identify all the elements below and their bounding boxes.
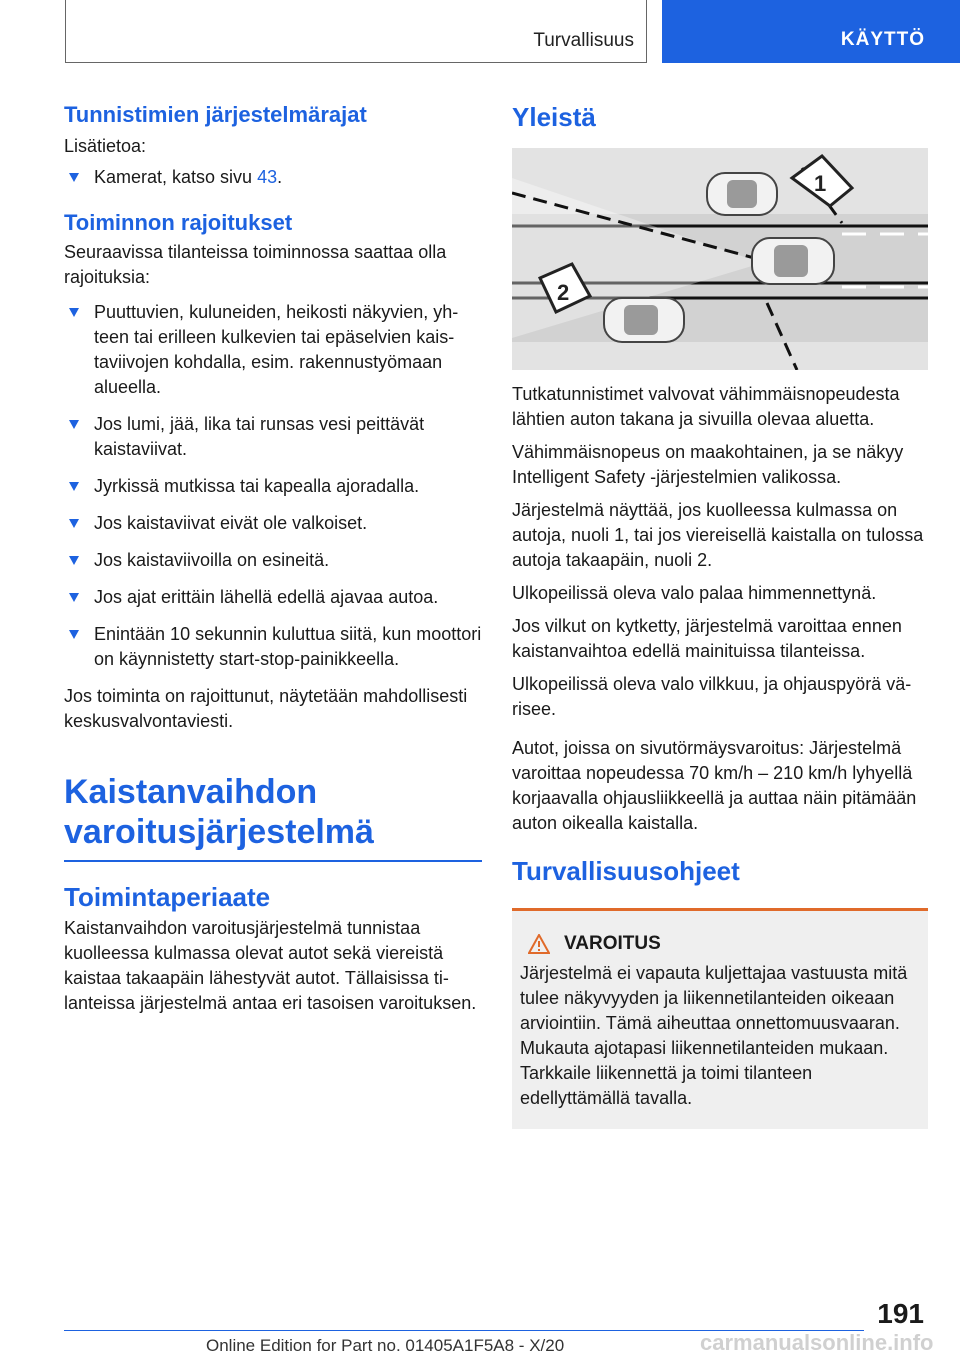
list-item — [64, 585, 482, 610]
list-item — [64, 622, 482, 672]
section-title: Turvallisuus — [533, 30, 634, 51]
general-paragraph: Ulkopeilissä oleva valo palaa himmennettynä. — [512, 583, 877, 603]
general-paragraph: Tutkatunnistimet valvovat vähimmäisnopeudesta lähtien auton takana ja sivuilla olevaa aluetta. — [512, 384, 900, 429]
list-item — [64, 165, 482, 190]
triangle-bullet-icon — [69, 173, 79, 182]
general-heading: Yleistä — [512, 102, 596, 132]
car-icon — [604, 298, 684, 342]
list-item-text: Jos lumi, jää, lika tai runsas vesi peittävät kaistaviivat. — [94, 414, 425, 459]
left-column — [64, 100, 482, 1016]
function-limits-intro: Seuraavissa tilanteissa toiminnossa saattaa olla rajoituksia: — [64, 242, 447, 287]
page-number: 191 — [877, 1298, 924, 1329]
car-icon — [752, 238, 834, 284]
list-item-text: Jos kaistaviivat eivät ole valkoiset. — [94, 513, 368, 533]
principle-heading: Toimintaperiaate — [64, 882, 271, 912]
list-item — [64, 548, 482, 573]
list-item-suffix: . — [277, 167, 283, 187]
function-limits-note: Jos toiminta on rajoittunut, näytetään mahdollisesti keskusvalvontaviesti. — [64, 686, 468, 731]
arrow-1-label: 1 — [814, 171, 827, 196]
list-item-text: Jos kaistaviivoilla on esineitä. — [94, 550, 330, 570]
right-column — [512, 100, 928, 1129]
arrow-2-label: 2 — [557, 280, 570, 305]
road-diagram — [512, 148, 928, 370]
warning-title — [520, 933, 920, 955]
triangle-bullet-icon — [69, 420, 79, 429]
triangle-bullet-icon — [69, 593, 79, 602]
footer-edition: Online Edition for Part no. 01405A1F5A8 - X/20 — [206, 1336, 565, 1355]
triangle-bullet-icon — [69, 630, 79, 639]
list-item-text: Jyrkissä mutkissa tai kapealla ajoradalla. — [94, 476, 420, 496]
watermark: carmanualsonline.info — [700, 1330, 934, 1355]
general-paragraph: Järjestelmä näyttää, jos kuolleessa kulmassa on autoja, nuoli 1, tai jos viereisellä kaistalla on tulossa autoja takaapäin, nuoli 2. — [512, 500, 924, 570]
sensor-limits-list — [64, 165, 482, 190]
general-paragraph: Jos vilkut on kytketty, järjestelmä varoittaa ennen kaistanvaihtoa edellä mainituissa tilanteissa. — [512, 616, 902, 661]
warning-text: Järjestelmä ei vapauta kuljettajaa vastuusta mitä tulee näkyvyyden ja liikennetilanteiden oikeaan arviointiin. Tämä aiheuttaa onnettomuusvaaran. Mukauta ajotapasi liikennetilanteiden mukaan. Tarkkaile liikennettä ja toimi tilanteen edellyttämällä tavalla. — [520, 963, 908, 1108]
triangle-bullet-icon — [69, 519, 79, 528]
header-box — [65, 0, 647, 63]
general-paragraph: Ulkopeilissä oleva valo vilkkuu, ja ohjauspyörä värisee. — [512, 674, 912, 719]
list-item — [64, 412, 482, 462]
sensor-limits-intro: Lisätietoa: — [64, 136, 147, 156]
warning-triangle-icon — [528, 934, 550, 954]
function-limits-heading: Toiminnon rajoitukset — [64, 210, 293, 235]
list-item — [64, 511, 482, 536]
general-paragraphs — [512, 382, 928, 722]
chapter-tab: KÄYTTÖ — [662, 0, 960, 63]
sensor-limits-heading: Tunnistimien järjestelmärajat — [64, 102, 367, 127]
general-extra-paragraph: Autot, joissa on sivutörmäysvaroitus: Järjestelmä varoittaa nopeudessa 70 km/h – 210 km/h lyhyellä korjaavalla ohjausliikkeellä ja auttaa näin pitämään auton oikealla kaistalla. — [512, 738, 917, 833]
function-limits-list — [64, 300, 482, 672]
lane-change-illustration — [512, 148, 928, 370]
list-item-text: Puuttuvien, kuluneiden, heikosti näkyvien, yhteen tai erilleen kulkevien tai epäselvien kaistaviivojen kohdalla, esim. rakennustyömaan alueella. — [94, 302, 459, 397]
general-paragraph: Vähimmäisnopeus on maakohtainen, ja se näkyy Intelligent Safety -järjestelmien valikossa. — [512, 442, 904, 487]
list-item-text: Enintään 10 sekunnin kuluttua siitä, kun moottori on käynnistetty start-stop-painikkeella. — [94, 624, 482, 669]
main-title: Kaistanvaihdon varoitusjärjestelmä — [64, 772, 482, 862]
car-icon — [707, 173, 777, 215]
principle-text: Kaistanvaihdon varoitusjärjestelmä tunnistaa kuolleessa kulmassa olevat autot sekä viereistä kaistaa takaapäin lähestyvät autot. Tällaisissa tilanteissa järjestelmä antaa eri tasoisen varoituksen. — [64, 918, 477, 1013]
page-link-43[interactable]: 43 — [257, 167, 278, 187]
safety-heading: Turvallisuusohjeet — [512, 856, 740, 886]
warning-box — [512, 908, 928, 1129]
list-item — [64, 300, 482, 400]
list-item-text: Jos ajat erittäin lähellä edellä ajavaa autoa. — [94, 587, 439, 607]
triangle-bullet-icon — [69, 308, 79, 317]
list-item — [64, 474, 482, 499]
triangle-bullet-icon — [69, 482, 79, 491]
list-item-text: Kamerat, katso sivu — [94, 167, 258, 187]
warning-title-text: VAROITUS — [564, 933, 661, 954]
triangle-bullet-icon — [69, 556, 79, 565]
